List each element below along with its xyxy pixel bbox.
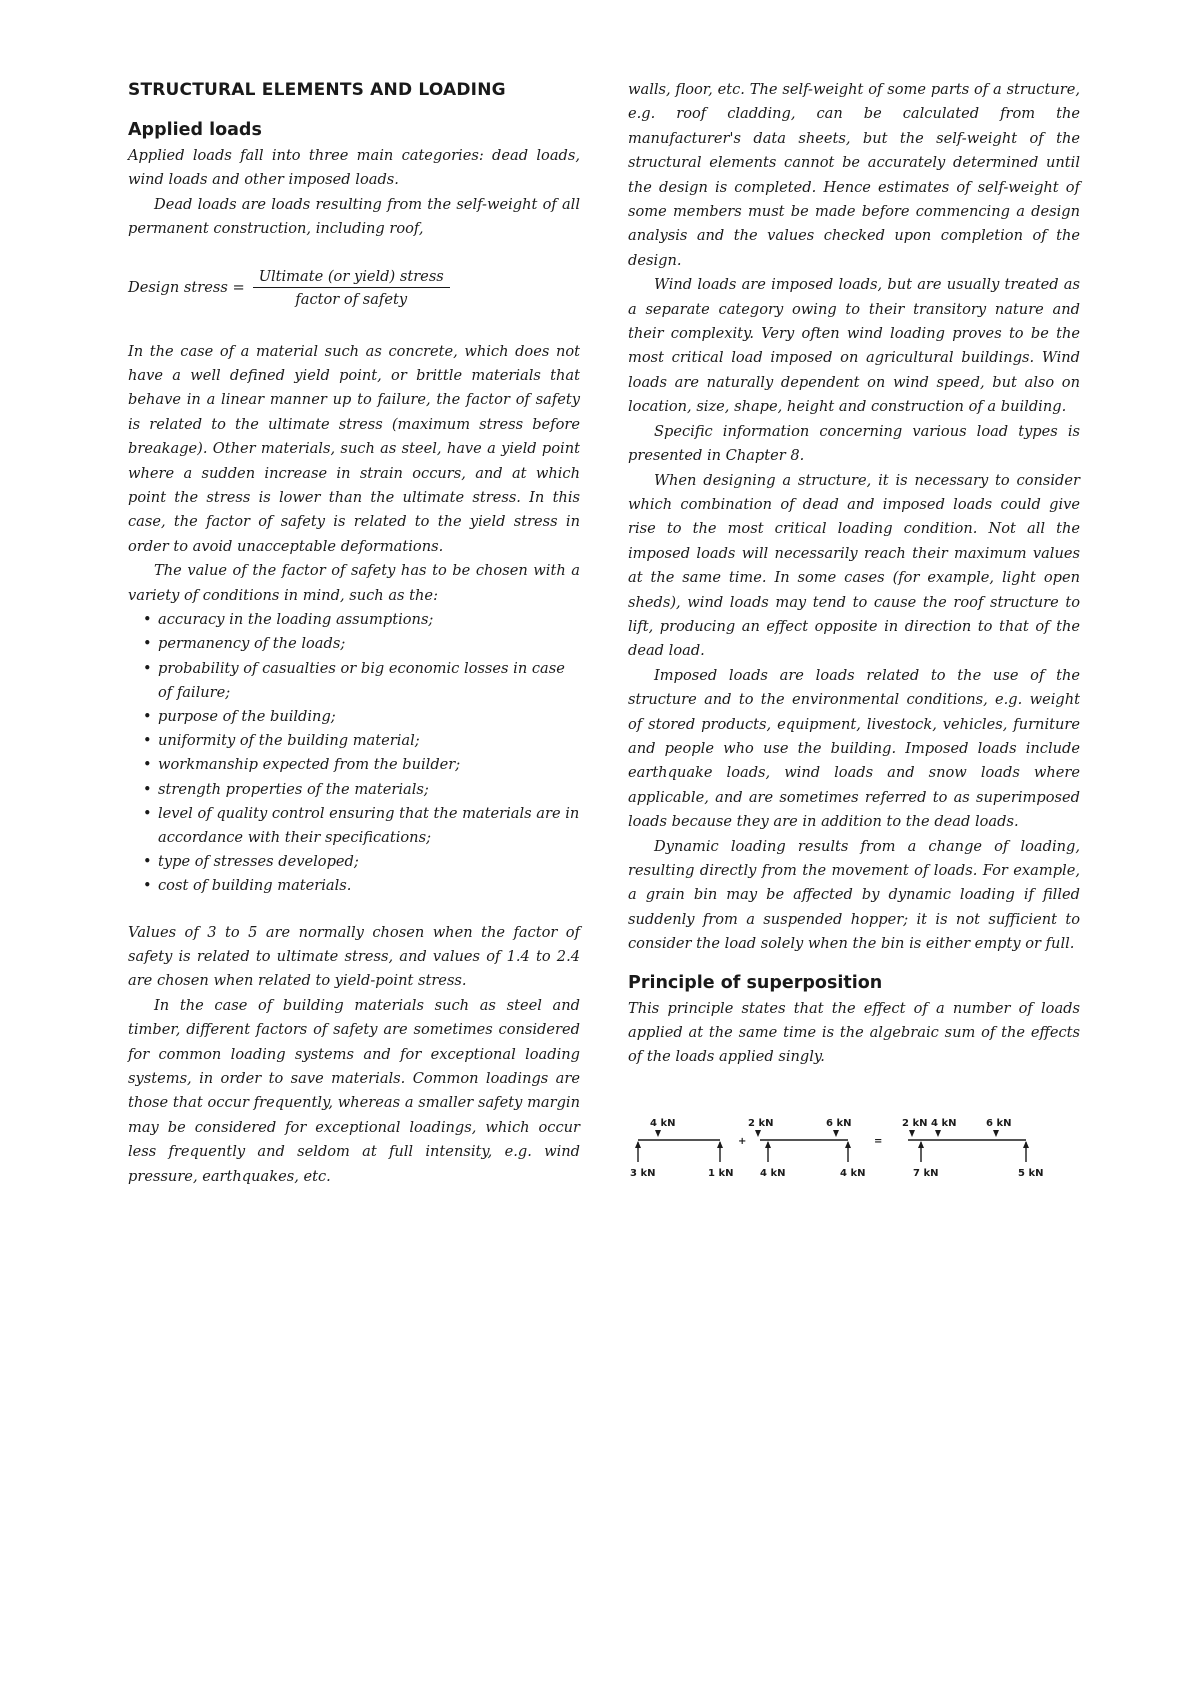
beam-2-load-1-arrow xyxy=(755,1130,761,1137)
wind-loads-paragraph: Wind loads are imposed loads, but are usually treated as a separate category owing to their transitory nature and their complexity. Very often wind loading proves to be the most critical load imposed on agricultural buildings. Wind loads are naturally dependent on wind speed, but also on location, size, shape, height and construction of a building. xyxy=(628,276,1080,416)
dead-loads-continued-paragraph: walls, floor, etc. The self-weight of some parts of a structure, e.g. roof cladding, can be calculated from the manufacturer's data sheets, but the self-weight of the structural elements cannot be accurately determined until the design is completed. Hence estimates of self-weight of some members must be made before commencing a design analysis and the values checked upon completion of the design. xyxy=(628,81,1080,269)
beam-2-load-1-label: 2 kN xyxy=(748,1117,774,1129)
beam-1-right-reaction-head xyxy=(717,1141,723,1148)
beam-3-load-2-label: 4 kN xyxy=(931,1117,957,1129)
applied-loads-heading: Applied loads xyxy=(128,120,262,140)
beam-2-left-reaction-head xyxy=(765,1141,771,1148)
page-title: STRUCTURAL ELEMENTS AND LOADING xyxy=(128,80,506,100)
load-types-reference-paragraph: Specific information concerning various load types is presented in Chapter 8. xyxy=(628,422,1080,465)
list-item: • level of quality control ensuring that the materials are in accordance with their specifications; xyxy=(158,802,580,850)
design-stress-formula xyxy=(128,268,580,308)
beam-3-load-2-arrow xyxy=(935,1130,941,1137)
beam-2-diagram xyxy=(748,1118,865,1179)
beam-1-load-label: 4 kN xyxy=(650,1117,676,1129)
list-item: • permanency of the loads; xyxy=(158,632,580,656)
superposition-heading: Principle of superposition xyxy=(628,972,883,993)
left-column xyxy=(128,78,580,1189)
formula-denominator: factor of safety xyxy=(295,290,408,308)
list-item: • strength properties of the materials; xyxy=(158,778,580,802)
spacer xyxy=(128,899,580,921)
list-item: • accuracy in the loading assumptions; xyxy=(158,608,580,632)
list-item: • type of stresses developed; xyxy=(158,850,580,874)
load-combination-paragraph: When designing a structure, it is necessary to consider which combination of dead and imposed loads could give rise to the most critical loading condition. Not all the imposed loads will necessarily reach their maximum values at the same time. In some cases (for example, light open sheds), wind loads may tend to cause the roof structure to lift, producing an effect opposite in direction to that of the dead load. xyxy=(628,471,1080,660)
spacer xyxy=(628,957,1080,973)
applied-loads-paragraph-1: Applied loads fall into three main categories: dead loads, wind loads and other imposed loads. xyxy=(128,147,580,189)
equals-sign: = xyxy=(874,1135,883,1147)
beam-3-load-3-arrow xyxy=(993,1130,999,1137)
safety-paragraph-2: The value of the factor of safety has to be chosen with a variety of conditions in mind, such as the: xyxy=(128,562,580,604)
beam-3-load-3-label: 6 kN xyxy=(986,1117,1012,1129)
beam-3-left-reaction-head xyxy=(918,1141,924,1148)
safety-conditions-list xyxy=(128,608,580,898)
beam-3-load-1-arrow xyxy=(909,1130,915,1137)
beam-2-left-reaction-label: 4 kN xyxy=(760,1167,786,1179)
beam-1-diagram xyxy=(630,1118,733,1179)
beam-3-load-1-label: 2 kN xyxy=(902,1117,928,1129)
beam-3-diagram xyxy=(902,1118,1043,1179)
beam-3-left-reaction-label: 7 kN xyxy=(913,1167,939,1179)
beam-1-right-reaction-label: 1 kN xyxy=(708,1167,734,1179)
applied-loads-paragraph-2: Dead loads are loads resulting from the self-weight of all permanent construction, including roof, xyxy=(128,195,580,238)
list-item: • probability of casualties or big economic losses in case of failure; xyxy=(158,657,580,705)
list-item: • workmanship expected from the builder; xyxy=(158,753,580,777)
beam-1-load-arrow xyxy=(655,1130,661,1137)
list-item: • cost of building materials. xyxy=(158,874,580,898)
imposed-loads-paragraph: Imposed loads are loads related to the use of the structure and to the environmental conditions, e.g. weight of stored products, equipment, livestock, vehicles, furniture and people who use the building. Imposed loads include earthquake loads, wind loads and snow loads where applicable, and are sometimes referred to as superimposed loads because they are in addition to the dead loads. xyxy=(628,666,1080,831)
formula-lhs: Design stress = xyxy=(128,279,245,297)
formula-numerator: Ultimate (or yield) stress xyxy=(253,268,450,288)
superposition-figure xyxy=(628,1100,1080,1190)
beam-2-right-reaction-label: 4 kN xyxy=(840,1167,866,1179)
beam-2-right-reaction-head xyxy=(845,1141,851,1148)
list-item: • purpose of the building; xyxy=(158,705,580,729)
safety-paragraph-3: Values of 3 to 5 are normally chosen when the factor of safety is related to ultimate stress, and values of 1.4 to 2.4 are chosen when related to yield-point stress. xyxy=(128,923,580,990)
list-item: • uniformity of the building material; xyxy=(158,729,580,753)
safety-paragraph-4: In the case of building materials such as steel and timber, different factors of safety are sometimes considered for common loading systems and for exceptional loading systems, in order to save materials. Common loadings are those that occur frequently, whereas a smaller safety margin may be considered for exceptional loadings, which occur less frequently and seldom at full intensity, e.g. wind pressure, earthquakes, etc. xyxy=(128,996,580,1185)
right-column xyxy=(628,78,1080,1190)
safety-paragraph-1: In the case of a material such as concrete, which does not have a well defined yield point, or brittle materials that behave in a linear manner up to failure, the factor of safety is related to the ultimate stress (maximum stress before breakage). Other materials, such as steel, have a yield point where a sudden increase in strain occurs, and at which point the stress is lower than the ultimate stress. In this case, the factor of safety is related to the yield stress in order to avoid unacceptable deformations. xyxy=(128,342,580,555)
beam-1-left-reaction-label: 3 kN xyxy=(630,1167,656,1179)
formula-fraction xyxy=(253,268,450,308)
plus-sign: + xyxy=(738,1135,747,1147)
beam-2-load-2-arrow xyxy=(833,1130,839,1137)
dynamic-loading-paragraph: Dynamic loading results from a change of loading, resulting directly from the movement of loads. For example, a grain bin may be affected by dynamic loading if filled suddenly from a suspended hopper; it is not sufficient to consider the load solely when the bin is either empty or full. xyxy=(628,837,1080,953)
beam-1-left-reaction-head xyxy=(635,1141,641,1148)
beam-2-load-2-label: 6 kN xyxy=(826,1117,852,1129)
superposition-paragraph: This principle states that the effect of a number of loads applied at the same time is the algebraic sum of the effects of the loads applied singly. xyxy=(628,999,1080,1066)
beam-3-right-reaction-label: 5 kN xyxy=(1018,1167,1044,1179)
beam-3-right-reaction-head xyxy=(1023,1141,1029,1148)
